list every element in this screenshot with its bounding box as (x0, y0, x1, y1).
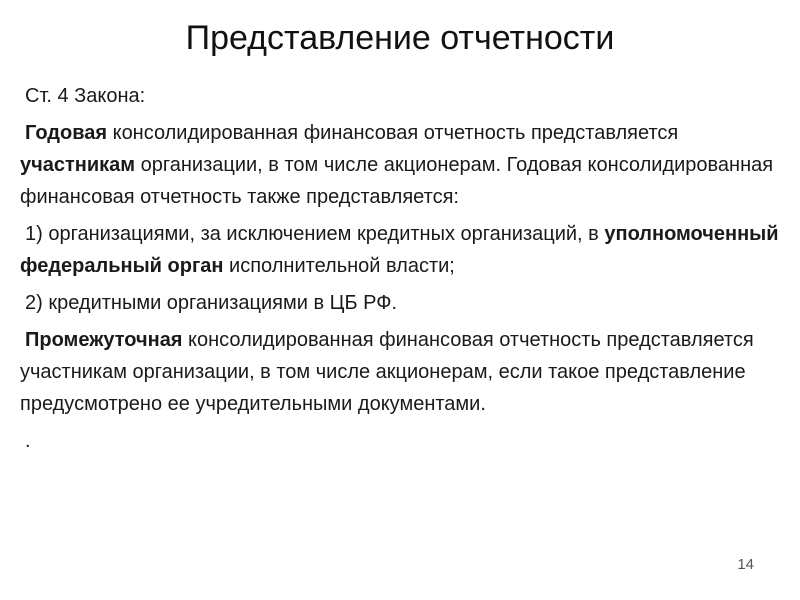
text-annual-1: консолидированная финансовая отчетность представляется (107, 122, 679, 144)
page-number: 14 (737, 556, 754, 573)
slide-title: Представление отчетности (185, 19, 615, 57)
text-item-2: 2) кредитными организациями в ЦБ РФ. (25, 292, 398, 314)
text-annual-2: организации, в том числе акционерам. Годовая консолидированная финансовая отчетность также представляется: (20, 154, 774, 208)
paragraph-annual-reporting (20, 117, 780, 213)
bold-participants: участникам (20, 154, 136, 176)
paragraph-intro (20, 80, 780, 112)
text-dot: . (25, 430, 31, 452)
paragraph-item-2 (20, 287, 780, 319)
text-item-1-a: 1) организациями, за исключением кредитных организаций, в (25, 223, 605, 245)
text-interim: консолидированная финансовая отчетность представляется участникам организации, в том числе акционерам, если такое представление предусмотрено ее учредительными документами. (20, 329, 754, 415)
bold-interim: Промежуточная (25, 329, 183, 351)
bold-annual: Годовая (25, 122, 108, 144)
paragraph-interim-reporting (20, 324, 780, 420)
paragraph-dot (20, 425, 780, 457)
text-item-1-b: исполнительной власти; (223, 255, 455, 277)
paragraph-item-1 (20, 218, 780, 282)
bold-authorized-body: уполномоченный федеральный орган (20, 223, 779, 277)
slide-body (20, 80, 780, 457)
intro-text: Ст. 4 Закона: (25, 85, 146, 107)
